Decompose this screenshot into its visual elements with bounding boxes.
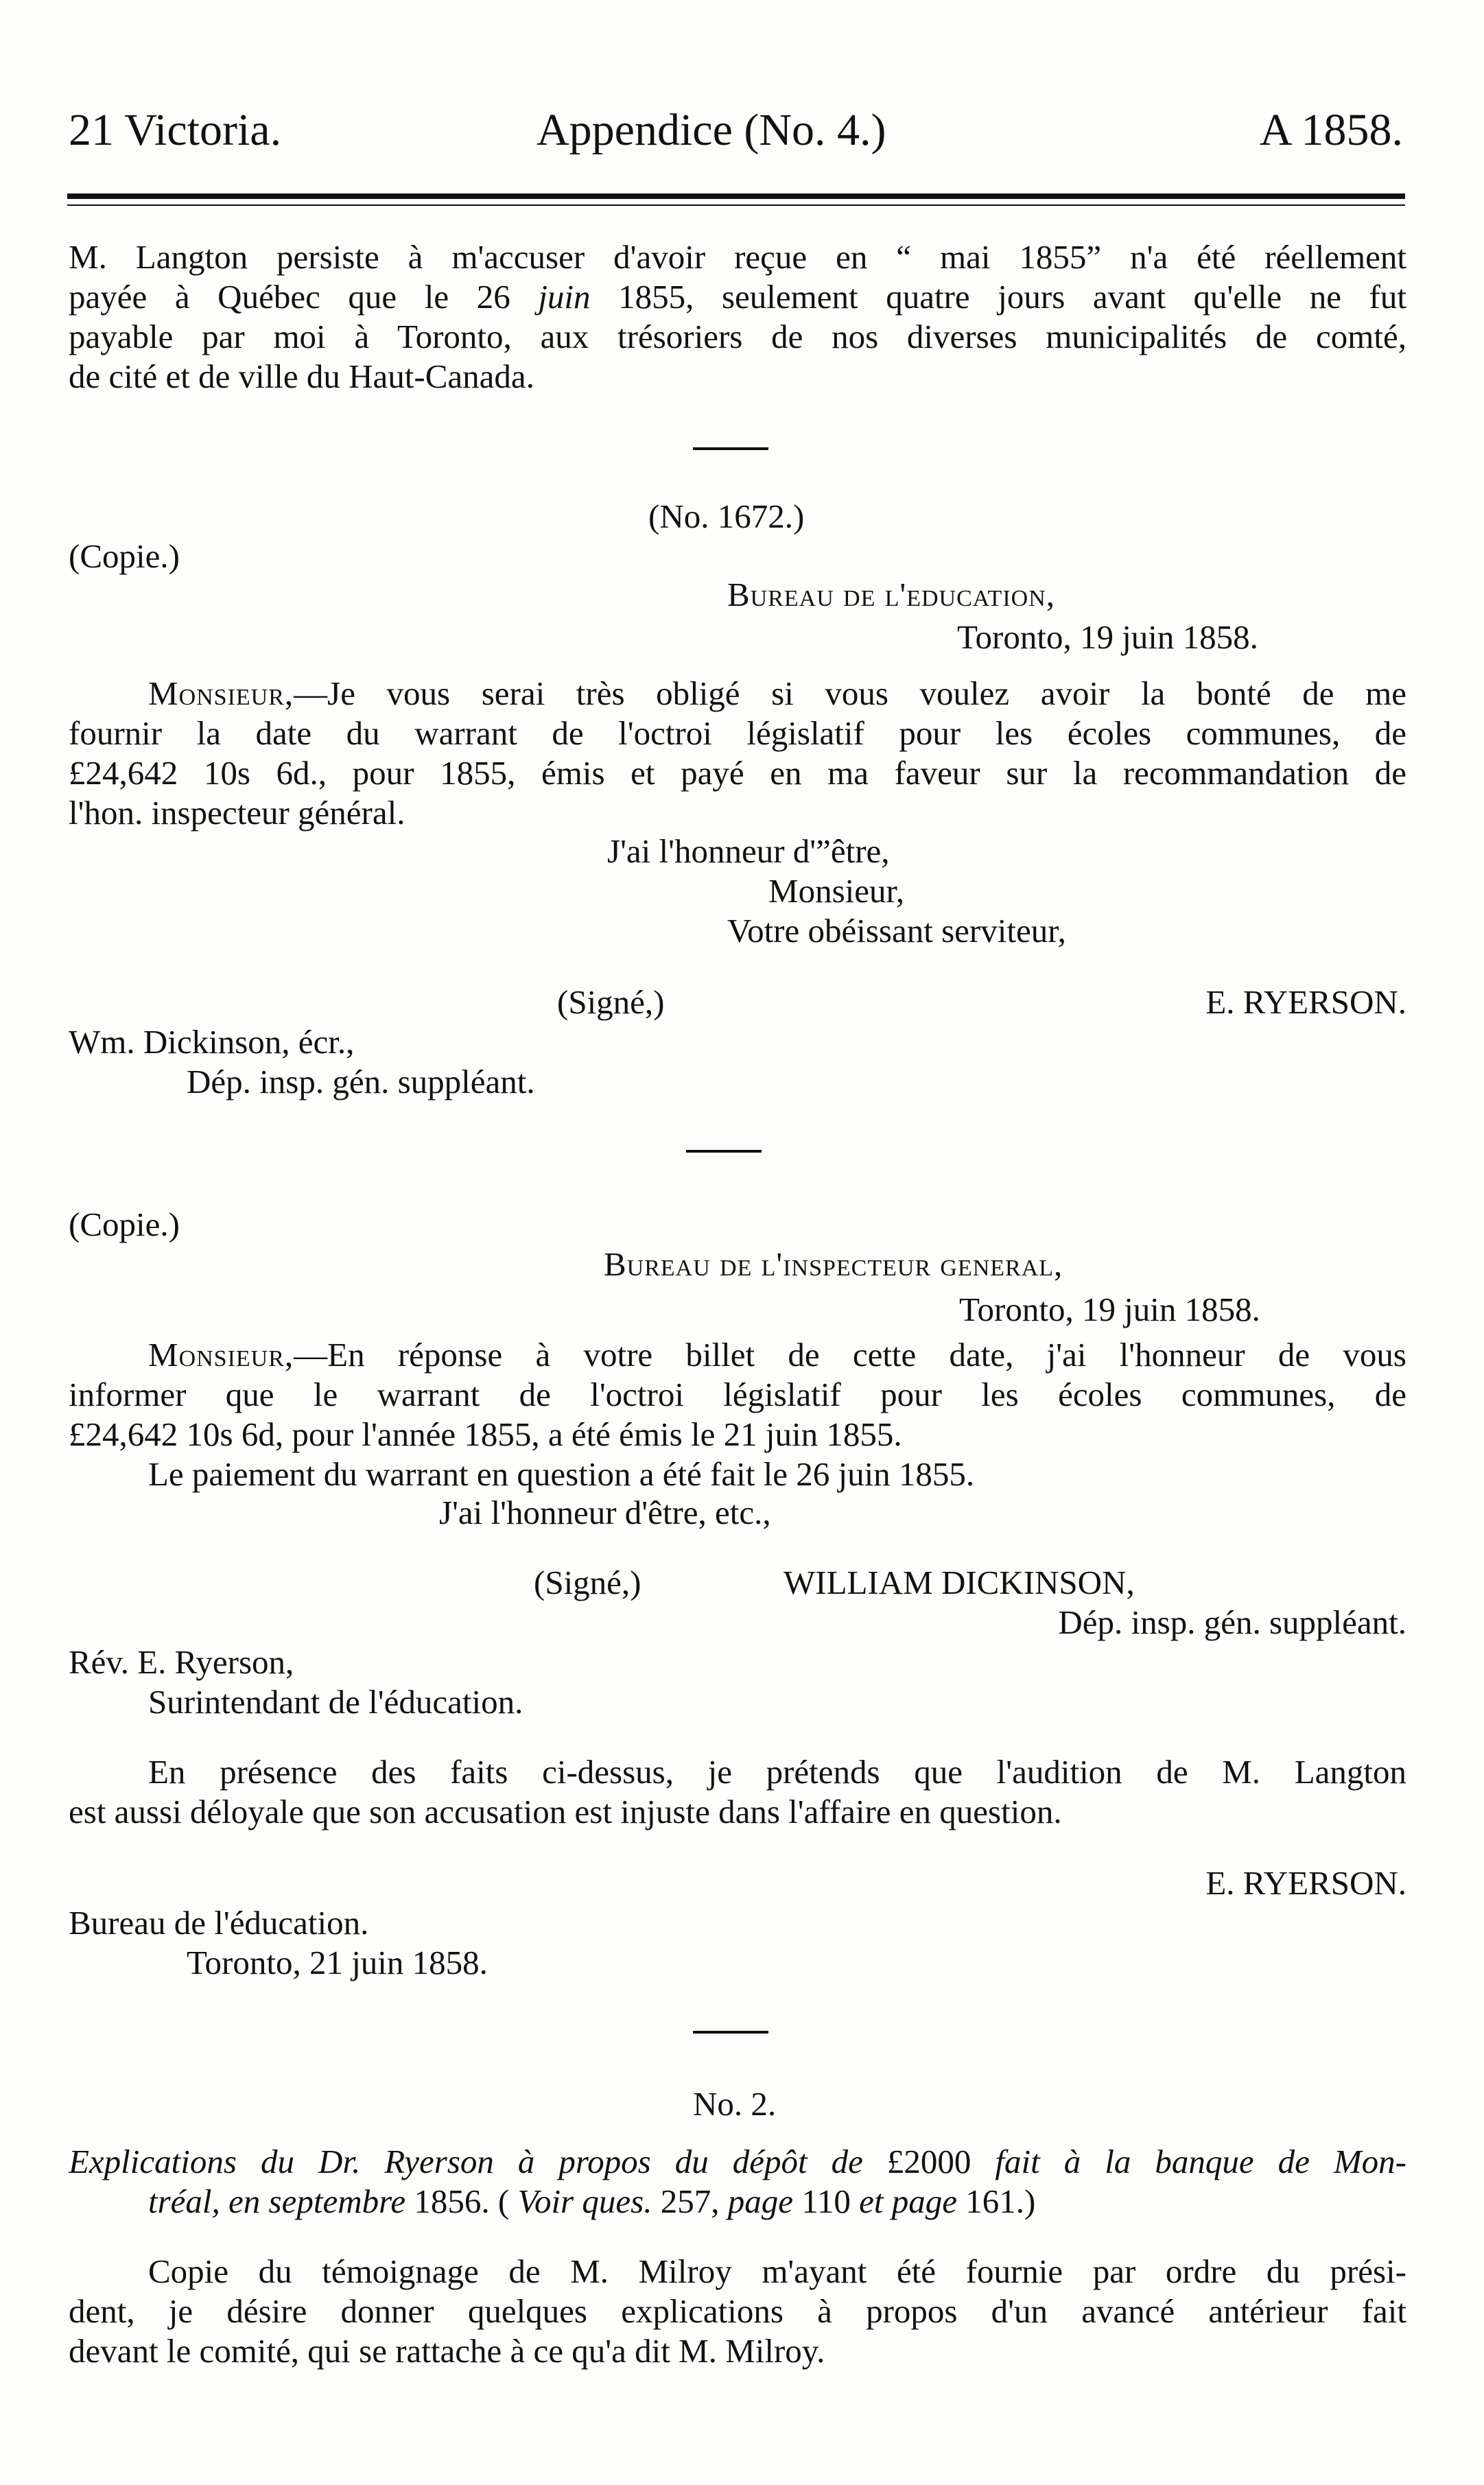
signe-label: (Signé,) [534, 1564, 641, 1601]
letter1-line-1: Monsieur,—Je vous serai très obligé si vous voulez avoir la bonté de me [148, 674, 1406, 712]
letter1-line-3: £24,642 10s 6d., pour 1855, émis et payé en ma faveur sur la recommandation de [69, 754, 1406, 792]
separator [693, 2031, 768, 2034]
copie-label: (Copie.) [69, 537, 180, 575]
closing-line: J'ai l'honneur d'être, etc., [439, 1494, 771, 1531]
letter1-line-2: fournir la date du warrant de l'octroi législatif pour les écoles communes, de [69, 714, 1406, 752]
header-session: 21 Victoria. [69, 105, 282, 155]
intro-line-1: M. Langton persiste à m'accuser d'avoir reçue en “ mai 1855” n'a été réellement [69, 238, 1406, 276]
conclusion-line-1: En présence des faits ci-dessus, je prétends que l'audition de M. Langton [148, 1753, 1406, 1791]
office-name: Bureau de l'inspecteur general, [604, 1245, 1063, 1283]
section-body-line-3: devant le comité, qui se rattache à ce qu'a dit M. Milroy. [69, 2332, 825, 2370]
letter2-line-1: Monsieur,—En réponse à votre billet de cette date, j'ai l'honneur de vous [148, 1336, 1406, 1374]
section-title-line-2: tréal, en septembre 1856. ( Voir ques. 257, page 110 et page 161.) [148, 2182, 1036, 2220]
closing-line-1: J'ai l'honneur d'”être, [607, 832, 890, 870]
intro-line-2: payée à Québec que le 26 juin 1855, seulement quatre jours avant qu'elle ne fut [69, 278, 1406, 316]
header-rule-thin [67, 204, 1405, 206]
intro-line-4: de cité et de ville du Haut-Canada. [69, 357, 534, 395]
addressee-line-2: Surintendant de l'éducation. [148, 1683, 523, 1721]
dateline-line-2: Toronto, 21 juin 1858. [187, 1944, 488, 1981]
place-date: Toronto, 19 juin 1858. [957, 618, 1258, 656]
letter1-line-4: l'hon. inspecteur général. [69, 794, 405, 832]
addressee-line-1: Wm. Dickinson, écr., [69, 1023, 355, 1061]
letter2-line-3: £24,642 10s 6d, pour l'année 1855, a été émis le 21 juin 1855. [69, 1415, 902, 1453]
signe-label: (Signé,) [557, 983, 665, 1021]
header-year: A 1858. [1259, 105, 1403, 155]
letter2-line-4: Le paiement du warrant en question a été fait le 26 juin 1855. [148, 1455, 975, 1493]
signature: WILLIAM DICKINSON, [784, 1564, 1135, 1601]
separator [693, 447, 768, 450]
section-body-line-1: Copie du témoignage de M. Milroy m'ayant été fournie par ordre du prési- [148, 2252, 1406, 2290]
copie-label: (Copie.) [69, 1205, 180, 1243]
section-number: No. 2. [693, 2085, 777, 2123]
conclusion-line-2: est aussi déloyale que son accusation est injuste dans l'affaire en question. [69, 1793, 1062, 1830]
header-rule-thick [67, 193, 1405, 199]
separator [686, 1150, 762, 1153]
header-appendix: Appendice (No. 4.) [537, 105, 886, 155]
dateline-line-1: Bureau de l'éducation. [69, 1904, 369, 1942]
addressee-line-1: Rév. E. Ryerson, [69, 1643, 294, 1681]
closing-line-3: Votre obéissant serviteur, [727, 912, 1066, 950]
addressee-line-2: Dép. insp. gén. suppléant. [187, 1063, 535, 1100]
section-body-line-2: dent, je désire donner quelques explications à propos d'un avancé antérieur fait [69, 2292, 1406, 2330]
closing-line-2: Monsieur, [768, 872, 905, 910]
place-date: Toronto, 19 juin 1858. [959, 1291, 1260, 1328]
letter2-line-2: informer que le warrant de l'octroi législatif pour les écoles communes, de [69, 1376, 1406, 1413]
signature-title: Dép. insp. gén. suppléant. [1058, 1603, 1406, 1641]
signature: E. RYERSON. [1205, 983, 1406, 1021]
letter-number: (No. 1672.) [648, 497, 805, 535]
office-name: Bureau de l'education, [727, 576, 1055, 613]
section-title-line-1: Explications du Dr. Ryerson à propos du dépôt de £2000 fait à la banque de Mon- [69, 2143, 1406, 2180]
conclusion-signature: E. RYERSON. [1205, 1864, 1406, 1902]
intro-line-3: payable par moi à Toronto, aux trésoriers de nos diverses municipalités de comté, [69, 318, 1406, 355]
